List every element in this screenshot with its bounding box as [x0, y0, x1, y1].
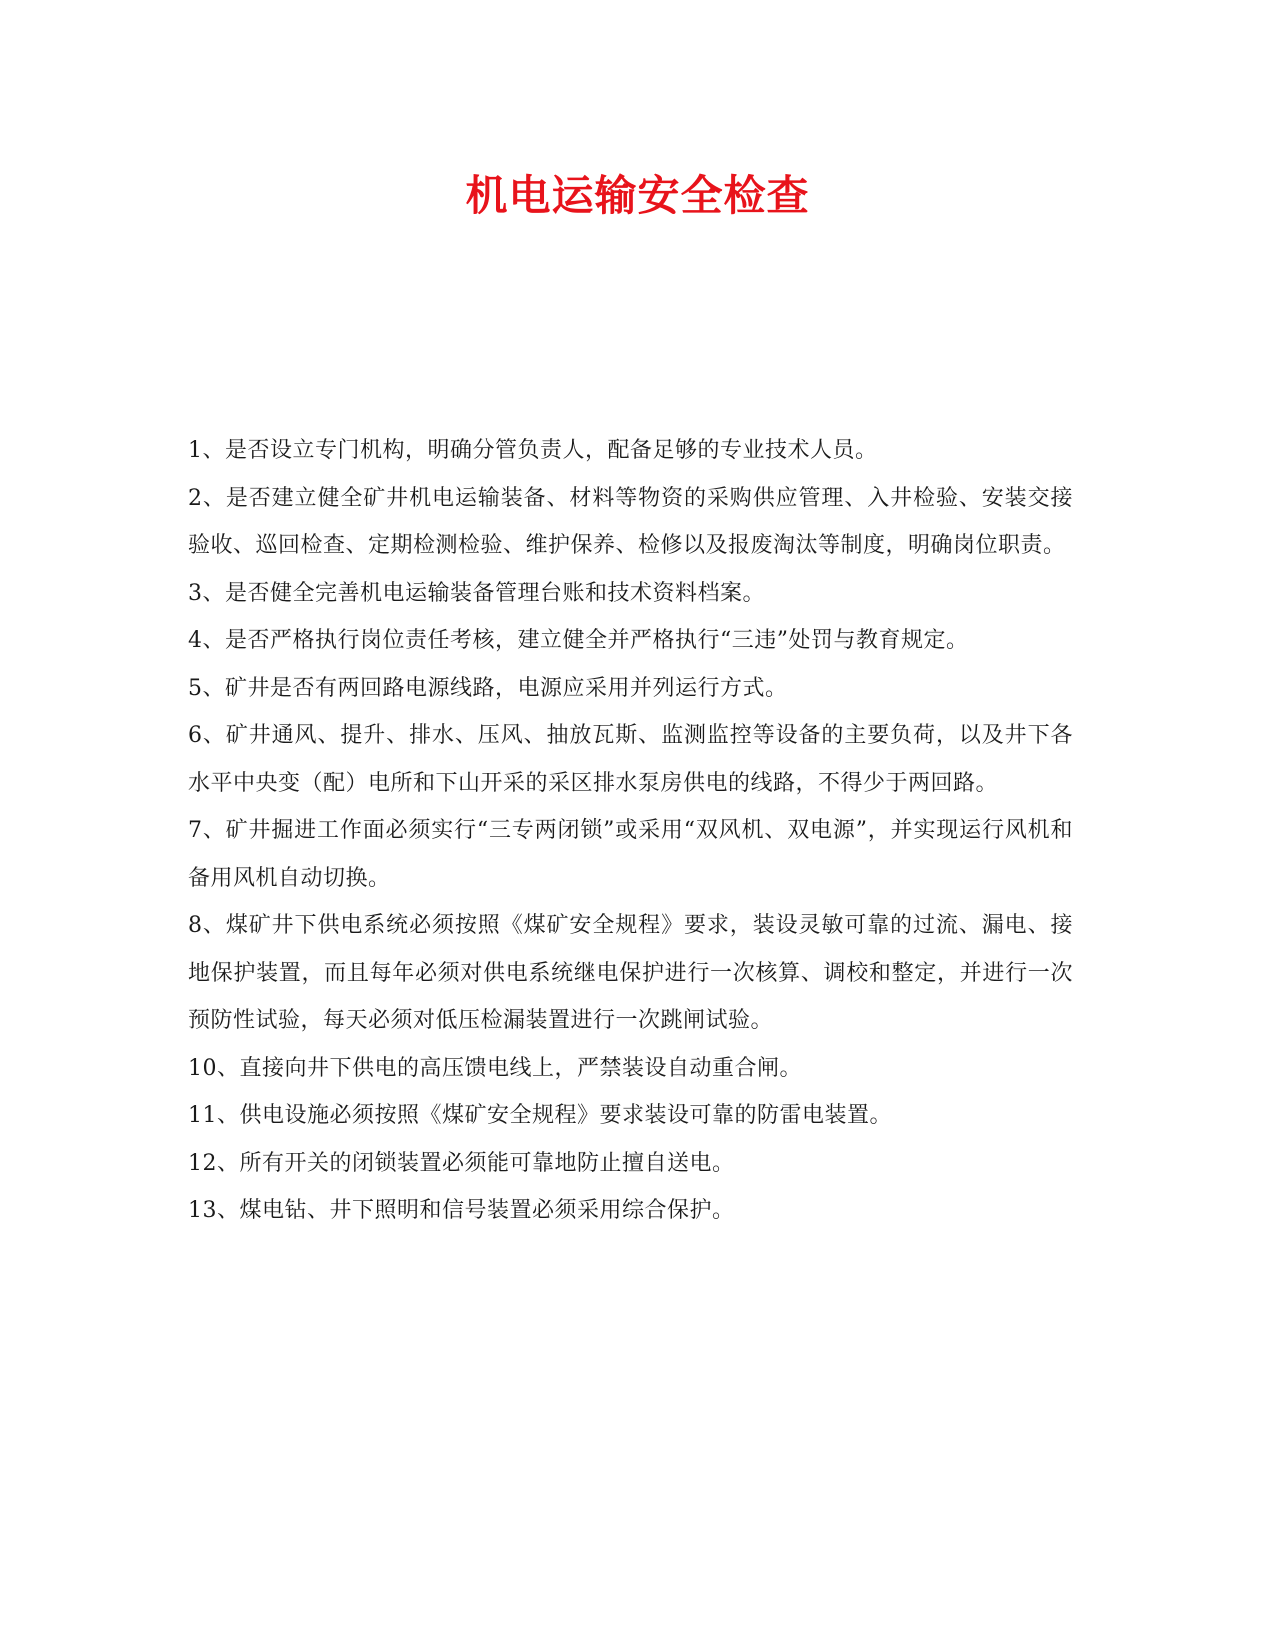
- page-title: 机电运输安全检查: [465, 171, 810, 220]
- list-item: 12、所有开关的闭锁装置必须能可靠地防止擅自送电。: [188, 1150, 735, 1176]
- list-item: 4、是否严格执行岗位责任考核，建立健全并严格执行“三违”处罚与教育规定。: [188, 628, 969, 653]
- checklist: [188, 427, 1073, 1235]
- list-item: 8、煤矿井下供电系统必须按照《煤矿安全规程》要求，装设灵敏可靠的过流、漏电、接地保护装置，而且每年必须对供电系统继电保护进行一次核算、调校和整定，并进行一次预防性试验，每天必须对低压检漏装置进行一次跳闸试验。: [188, 913, 1073, 1033]
- list-item: 1、是否设立专门机构，明确分管负责人，配备足够的专业技术人员。: [188, 438, 878, 463]
- list-item: 3、是否健全完善机电运输装备管理台账和技术资料档案。: [188, 580, 765, 606]
- list-item: 5、矿井是否有两回路电源线路，电源应采用并列运行方式。: [188, 675, 788, 701]
- list-item: 10、直接向井下供电的高压馈电线上，严禁装设自动重合闸。: [188, 1055, 802, 1081]
- list-item: 7、矿井掘进工作面必须实行“三专两闭锁”或采用“双风机、双电源”，并实现运行风机和备用风机自动切换。: [188, 818, 1073, 891]
- list-item: 2、是否建立健全矿井机电运输装备、材料等物资的采购供应管理、入井检验、安装交接验收、巡回检查、定期检测检验、维护保养、检修以及报废淘汰等制度，明确岗位职责。: [188, 485, 1073, 558]
- list-item: 11、供电设施必须按照《煤矿安全规程》要求装设可靠的防雷电装置。: [188, 1103, 892, 1128]
- list-item: 6、矿井通风、提升、排水、压风、抽放瓦斯、监测监控等设备的主要负荷，以及井下各水平中央变（配）电所和下山开采的采区排水泵房供电的线路，不得少于两回路。: [188, 723, 1073, 796]
- list-item: 13、煤电钻、井下照明和信号装置必须采用综合保护。: [188, 1198, 735, 1223]
